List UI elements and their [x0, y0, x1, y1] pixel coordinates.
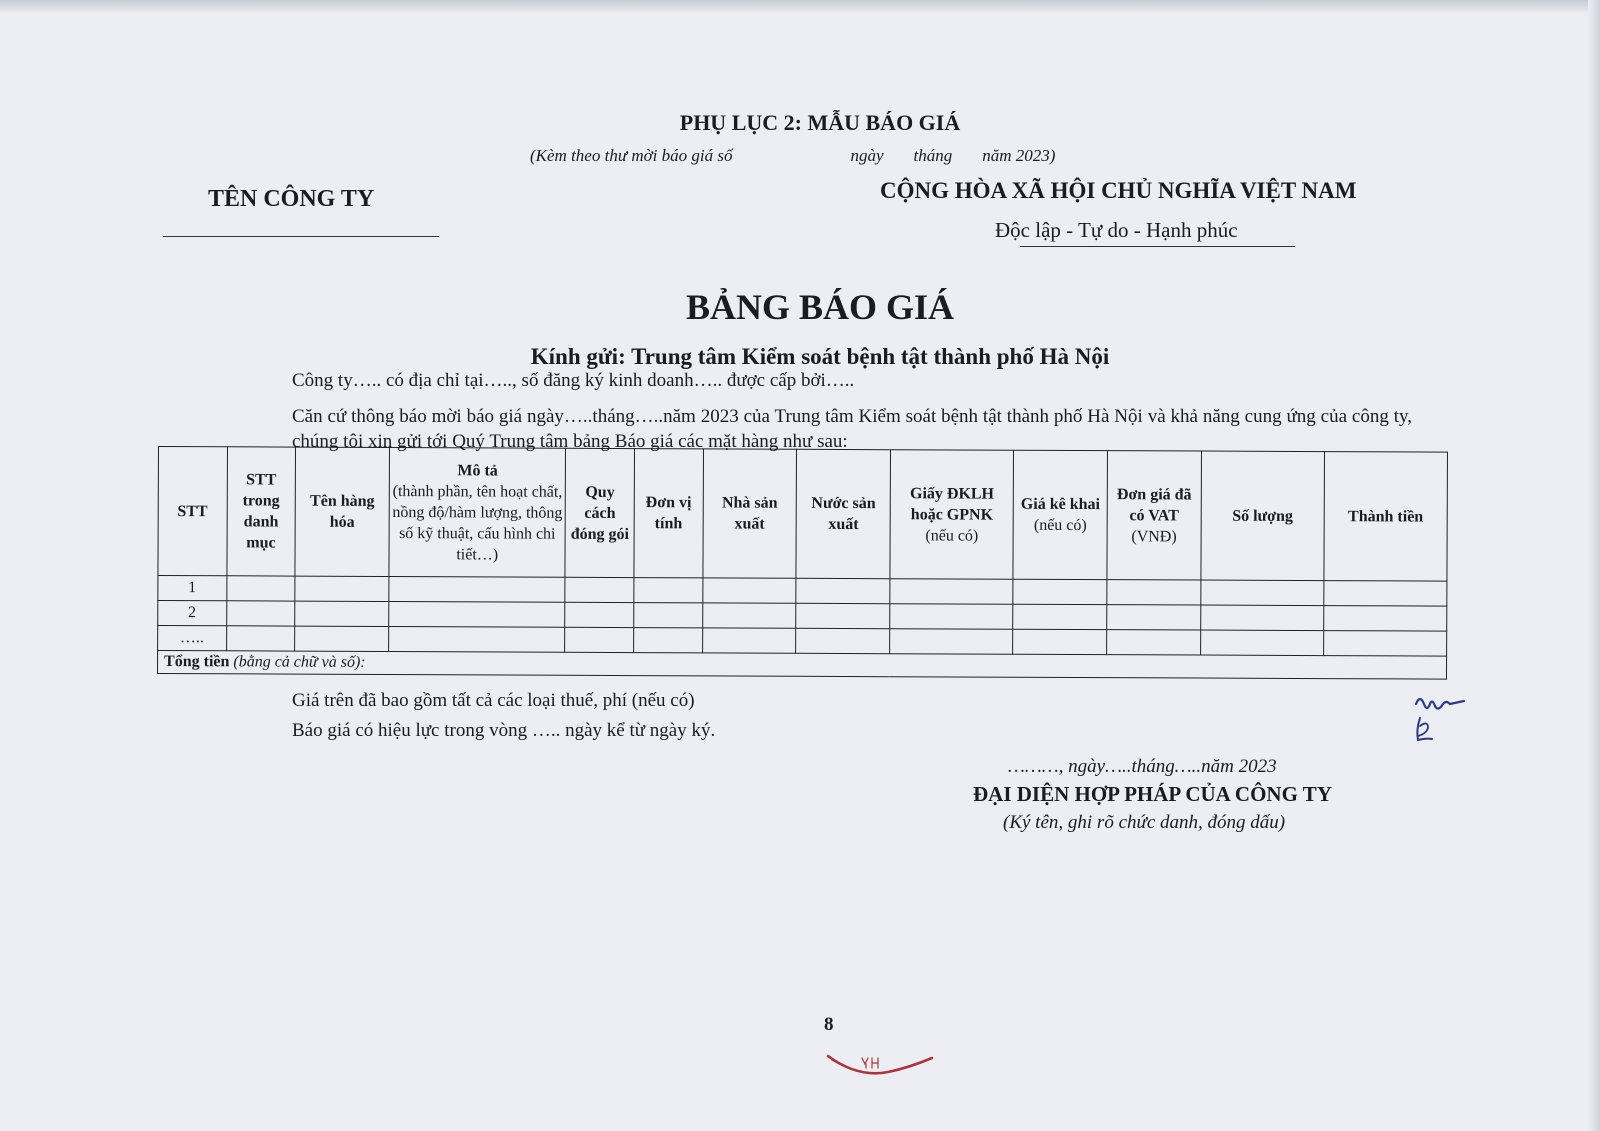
company-name: TÊN CÔNG TY	[208, 186, 375, 212]
row-index: …..	[158, 626, 227, 651]
table-header-row	[158, 447, 1448, 582]
header-stt: STT	[158, 447, 227, 576]
signature-title: ĐẠI DIỆN HỢP PHÁP CỦA CÔNG TY	[973, 782, 1332, 806]
row-index: 2	[158, 601, 227, 626]
quotation-table	[157, 446, 1448, 680]
total-label: Tổng tiền	[164, 653, 230, 671]
header-product-name: Tên hàng hóa	[295, 447, 389, 576]
header-total-amount: Thành tiền	[1324, 452, 1448, 582]
header-origin-country: Nước sản xuất	[796, 449, 890, 578]
header-license: Giấy ĐKLH hoặc GPNK (nếu có)	[890, 450, 1014, 580]
country-motto: Độc lập - Tự do - Hạnh phúc	[995, 218, 1238, 242]
total-cell	[158, 651, 1447, 680]
header-unit: Đơn vị tính	[634, 449, 703, 578]
handwritten-initials-mark	[1408, 690, 1478, 760]
header-packaging: Quy cách đóng gói	[565, 448, 634, 577]
validity-note: Báo giá có hiệu lực trong vòng ….. ngày kể từ ngày ký.	[292, 720, 716, 741]
intro-company-line: Công ty….. có địa chỉ tại….., số đăng ký kinh doanh….. được cấp bởi…..	[292, 370, 855, 391]
appendix-title: PHỤ LỤC 2: MẪU BÁO GIÁ	[679, 110, 961, 135]
intro-basis-paragraph: Căn cứ thông báo mời báo giá ngày…..tháng…..năm 2023 của Trung tâm Kiểm soát bệnh tật thành phố Hà Nội và khả năng cung ứng của công ty, chúng tôi xin gửi tới Quý Trung tâm bảng Báo giá các mặt hàng như sau:	[292, 406, 1412, 452]
header-quantity: Số lượng	[1201, 451, 1325, 581]
row-index: 1	[158, 576, 227, 601]
motto-underline	[1020, 246, 1295, 247]
appendix-note-day: ngày	[850, 146, 884, 165]
vat-note: Giá trên đã bao gồm tất cả các loại thuế, phí (nếu có)	[292, 690, 695, 711]
footer-initials-mark	[826, 1052, 936, 1082]
appendix-note	[530, 146, 1055, 166]
country-name: CỘNG HÒA XÃ HỘI CHỦ NGHĨA VIỆT NAM	[880, 178, 1357, 203]
header-description: Mô tả (thành phần, tên hoạt chất, nồng độ/hàm lượng, thông số kỹ thuật, cấu hình chi tiết…)	[389, 448, 566, 578]
total-hint: (bằng cả chữ và số):	[233, 653, 366, 671]
table-total-row	[158, 651, 1447, 680]
header-declared-price: Giá kê khai (nếu có)	[1013, 450, 1107, 579]
header-manufacturer: Nhà sản xuất	[703, 449, 797, 578]
scan-top-edge	[0, 0, 1600, 14]
appendix-note-ref: (Kèm theo thư mời báo giá số	[530, 146, 733, 165]
company-underline	[163, 236, 439, 237]
appendix-note-month: tháng	[913, 146, 953, 165]
header-unit-price-vat: Đơn giá đã có VAT (VNĐ)	[1107, 451, 1201, 580]
recipient-line: Kính gửi: Trung tâm Kiểm soát bệnh tật thành phố Hà Nội	[530, 344, 1110, 369]
header-stt-in-list: STT trong danh mục	[227, 447, 296, 576]
scan-right-edge	[1588, 0, 1600, 1131]
signature-note: (Ký tên, ghi rõ chức danh, đóng dấu)	[1003, 812, 1286, 833]
page-number: 8	[824, 1014, 834, 1035]
appendix-note-year: năm 2023)	[982, 146, 1056, 165]
document-title: BẢNG BÁO GIÁ	[685, 287, 955, 327]
signature-date-line: ………, ngày…..tháng…..năm 2023	[1008, 756, 1277, 777]
